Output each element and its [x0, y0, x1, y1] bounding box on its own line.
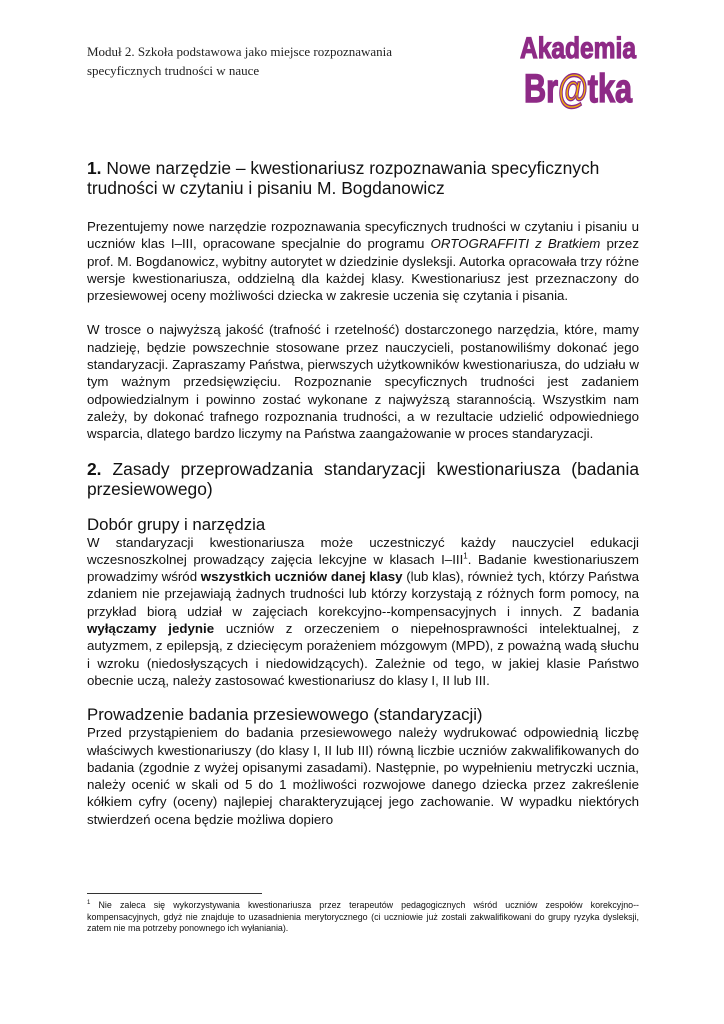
footnote-number: 1: [87, 900, 91, 907]
subsection-screening-text: Przed przystąpieniem do badania przesiewowego należy wydrukować odpowiednią liczbę właściwych kwestionariuszy (do klasy I, II lub III) równą liczbie uczniów zakwalifikowanych do badania (zgodnie z wyżej opisanymi zasadami). Następnie, po wypełnieniu metryczki ucznia, należy ocenić w skali od 5 do 1 możliwości rozwojowe danego dziecka przez zakreślenie kółkiem cyfry (oceny) najlepiej charakteryzującej jego zachowanie. W wypadku niektórych stwierdzeń ocena będzie możliwa dopiero: [87, 725, 639, 827]
subsection-screening-heading: Prowadzenie badania przesiewowego (standaryzacji): [87, 705, 483, 725]
subsection-group-selection-heading: Dobór grupy i narzędzia: [87, 514, 266, 534]
section-2-heading: [87, 459, 639, 499]
logo-word-akademia: Akademia: [520, 32, 637, 65]
page-header: [87, 42, 467, 80]
subsection-group-selection-text: W standaryzacji kwestionariusza może uczestniczyć każdy nauczyciel edukacji wczesnoszkolnej prowadzący zajęcia lekcyjne w klasach I–III$^1$. Badanie kwestionariuszem prowadzimy wśród wszystkich uczniów danej klasy (lub klas), również tych, którzy Państwa zdaniem nie przejawiają żadnych trudności lub którzy korzystają z różnych form pomocy, na przykład biorą udział w zajęciach korekcyjno--kompensacyjnych i innych. Z badania wyłączamy jedynie uczniów z orzeczeniem o niepełnosprawności intelektualnej, z autyzmem, z epilepsją, z dziecięcym porażeniem mózgowym (MPD), z poważną wadą słuchu i wzroku (niedosłyszących i niedowidzących). Zależnie od tego, w jakiej klasie Państwo obecnie uczą, należy zastosować kwestionariusz do klasy I, II lub III.: [87, 534, 640, 688]
akademia-bratka-logo: [516, 26, 646, 111]
header-line-1: Moduł 2. Szkoła podstawowa jako miejsce rozpoznawania: [87, 44, 393, 59]
document-body: [87, 158, 639, 828]
logo-at-sign: @: [557, 67, 597, 111]
header-line-2: specyficznych trudności w nauce: [87, 63, 260, 78]
footnote-reference[interactable]: 1: [463, 551, 468, 561]
section-2-number: 2.: [87, 458, 102, 479]
section-1-title-line-2: trudności w czytaniu i pisaniu M. Bogdanowicz: [87, 178, 445, 198]
section-1-number: 1.: [87, 158, 102, 178]
section-2-title: Zasady przeprowadzania standaryzacji kwestionariusza (badania przesiewowego): [87, 458, 639, 499]
section-1-heading: [87, 158, 639, 198]
footnote: [87, 900, 639, 935]
section-1-paragraph-2: W trosce o najwyższą jakość (trafność i rzetelność) dostarczonego narzędzia, które, mamy nadzieję, będzie powszechnie stosowane przez nauczycieli, postanowiliśmy dokonać jego standaryzacji. Zapraszamy Państwa, pierwszych użytkowników kwestionariusza, do udziału w tym ważnym przedsięwzięciu. Rozpoznanie specyficznych trudności jest zadaniem odpowiedzialnym i powinno zostać wykonane z najwyższą starannością. Wszystkim nam zależy, by dokonać trafnego rozpoznania trudności, a w rezultacie udzielić odpowiedniego wsparcia, dlatego bardzo liczymy na Państwa zaangażowanie w proces standaryzacji.: [87, 322, 639, 442]
footnote-text: Nie zaleca się wykorzystywania kwestionariusza przez terapeutów pedagogicznych wśród uczniów zespołów korekcyjno--kompensacyjnych, gdyż nie znajduje to uzasadnienia merytorycznego (ci uczniowie już zostali zakwalifikowani do grupy ryzyka dysleksji, zatem nie ma potrzeby ponownego ich wyłaniania).: [87, 900, 639, 933]
footnote-divider: [87, 893, 262, 894]
section-1-title-line-1: Nowe narzędzie – kwestionariusz rozpoznawania specyficznych: [101, 158, 600, 178]
section-1-paragraph-1: Prezentujemy nowe narzędzie rozpoznawania specyficznych trudności w czytaniu i pisaniu u uczniów klas I–III, opracowane specjalnie do programu ORTOGRAFFITI z Bratkiem przez prof. M. Bogdanowicz, wybitny autorytet w dziedzinie dysleksji. Autorka opracowała trzy różne wersje kwestionariusza, oddzielną dla każdej klasy. Kwestionariusz jest przeznaczony do przesiewowej oceny możliwości dziecka w zakresie uczenia się czytania i pisania.: [87, 219, 639, 304]
program-name: ORTOGRAFFITI z Bratkiem: [430, 236, 601, 252]
logo-word-bratka: Br@tka: [524, 67, 646, 111]
